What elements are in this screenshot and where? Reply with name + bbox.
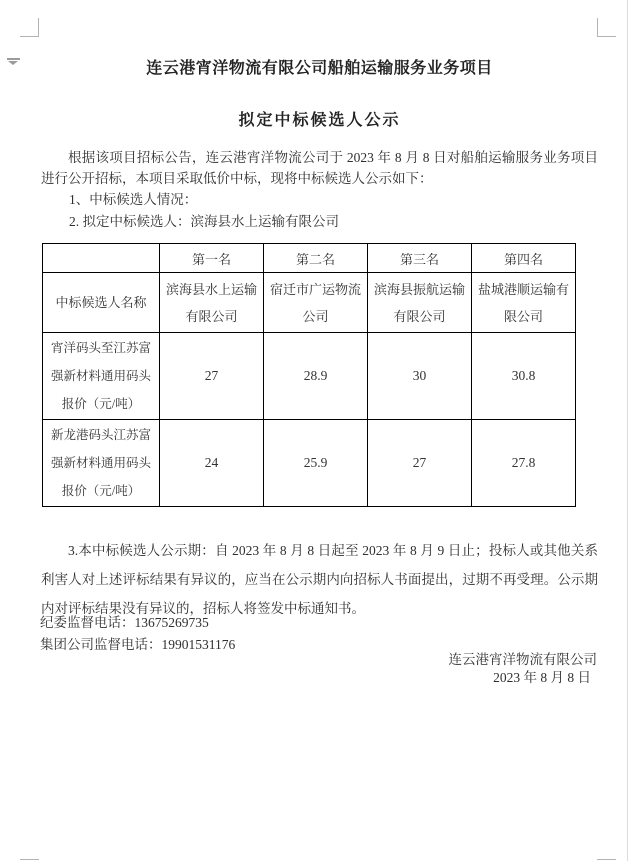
- row-label-price-xiaoyang: 宵洋码头至江苏富强新材料通用码头报价（元/吨）: [43, 333, 160, 420]
- closing-paragraph: 3.本中标候选人公示期：自 2023 年 8 月 8 日起至 2023 年 8 月 9 日止；投标人或其他关系利害人对上述评标结果有异议的，应当在公示期内向招标人书面提出，过期不再受理。公示期内对评标结果没有异议的，招标人将签发中标通知书。: [41, 543, 598, 616]
- price-cell: 30.8: [472, 333, 576, 420]
- text-boundary-mark-top-left-h: [20, 36, 39, 37]
- candidate-name-cell: 宿迁市广运物流公司: [264, 273, 368, 333]
- group-phone-line: 集团公司监督电话：19901531176: [40, 637, 236, 652]
- list-item-2: 2. 拟定中标候选人：滨海县水上运输有限公司: [69, 214, 339, 229]
- text-boundary-mark-top-right-h: [597, 36, 616, 37]
- heading-collapse-icon-triangle: [8, 61, 18, 65]
- discipline-phone-line: 纪委监督电话：13675269735: [40, 615, 209, 630]
- signature-company: 连云港宵洋物流有限公司: [448, 652, 597, 667]
- document-subtitle: 拟定中标候选人公示: [238, 112, 401, 129]
- price-cell: 30: [368, 333, 472, 420]
- row-label-price-xinlonggang: 新龙港码头江苏富强新材料通用码头报价（元/吨）: [43, 420, 160, 507]
- header-cell-rank4: 第四名: [472, 244, 576, 273]
- header-cell-rank2: 第二名: [264, 244, 368, 273]
- table-row-price-xiaoyang: [43, 333, 576, 420]
- header-cell-empty: [43, 244, 160, 273]
- price-cell: 27: [368, 420, 472, 507]
- candidate-name-cell: 滨海县水上运输有限公司: [160, 273, 264, 333]
- heading-collapse-icon[interactable]: [6, 58, 20, 67]
- price-cell: 25.9: [264, 420, 368, 507]
- price-cell: 28.9: [264, 333, 368, 420]
- text-boundary-mark-bottom-left-h: [20, 859, 39, 860]
- table-row-price-xinlonggang: [43, 420, 576, 507]
- text-boundary-mark-top-left-v: [38, 18, 39, 37]
- document-title: 连云港宵洋物流有限公司船舶运输服务业务项目: [146, 60, 493, 77]
- header-cell-rank3: 第三名: [368, 244, 472, 273]
- price-cell: 27.8: [472, 420, 576, 507]
- text-boundary-mark-bottom-right-h: [597, 859, 616, 860]
- table-row-candidate-names: [43, 273, 576, 333]
- text-boundary-mark-top-right-v: [597, 18, 598, 37]
- page-edge-line: [627, 0, 628, 861]
- table-header-row: [43, 244, 576, 273]
- candidate-name-cell: 盐城港顺运输有限公司: [472, 273, 576, 333]
- header-cell-rank1: 第一名: [160, 244, 264, 273]
- intro-paragraph: 根据该项目招标公告，连云港宵洋物流公司于 2023 年 8 月 8 日对船舶运输服务业务项目进行公开招标，本项目采取低价中标，现将中标候选人公示如下：: [41, 150, 598, 186]
- signature-date: 2023 年 8 月 8 日: [493, 670, 591, 685]
- row-label-candidate-names: 中标候选人名称: [43, 273, 160, 333]
- candidate-name-cell: 滨海县振航运输有限公司: [368, 273, 472, 333]
- list-item-1: 1、中标候选人情况：: [69, 192, 198, 207]
- price-cell: 27: [160, 333, 264, 420]
- bid-candidates-table: [42, 243, 576, 507]
- heading-collapse-icon-bar: [7, 58, 20, 60]
- price-cell: 24: [160, 420, 264, 507]
